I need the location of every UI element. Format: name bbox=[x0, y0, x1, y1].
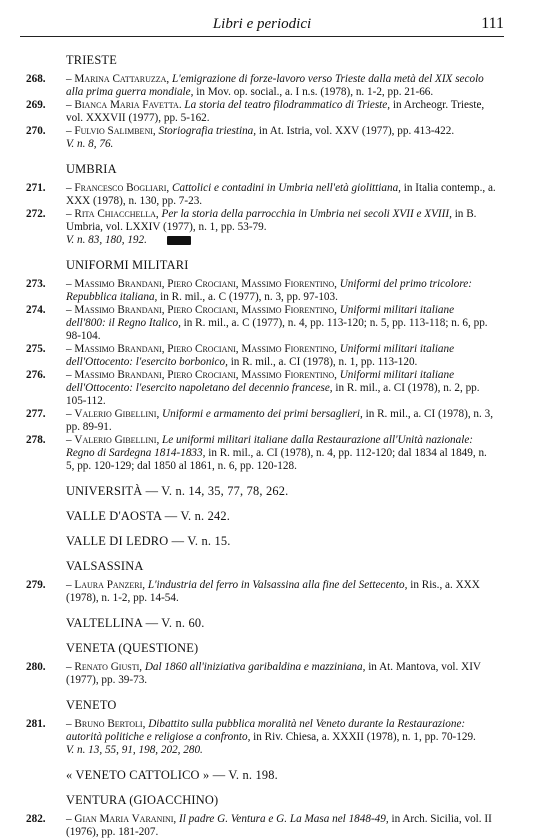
entry-title: Dal 1860 all'iniziativa garibaldina e mazziniana, bbox=[144, 661, 366, 673]
ink-smudge bbox=[167, 236, 191, 245]
entry-title: L'emigrazione di forze-lavoro verso Trieste dalla metà del XIX secolo alla prima guerra mondiale, bbox=[66, 73, 484, 98]
entry-number: 277. bbox=[26, 408, 46, 420]
entry-publication: in R. mil., a. C (1977), n. 3, pp. 97-103. bbox=[160, 291, 338, 303]
entry-number: 268. bbox=[26, 73, 46, 85]
entry-publication: in B. Umbria, vol. LXXIV (1977), n. 1, pp. 53-79. bbox=[66, 208, 477, 233]
bibliography-entry: 271. – Francesco Bogliari, Cattolici e contadini in Umbria nell'età giolittiana, in Italia contemp., a. XXX (1978), n. 130, pp. 7-23. bbox=[26, 182, 496, 207]
entry-author: Bianca Maria Favetta. bbox=[74, 99, 182, 111]
page-number: 111 bbox=[481, 15, 504, 32]
section-heading: « VENETO CATTOLICO » — V. n. 198. bbox=[66, 768, 278, 782]
section-heading: VENETO bbox=[66, 698, 117, 712]
bibliography-entry: 272. – Rita Chiacchella, Per la storia della parrocchia in Umbria nei secoli XVII e XVIII, in B. Umbria, vol. LXXIV (1977), n. 1, pp. 53-79. V. n. 83, 180, 192. bbox=[26, 208, 477, 246]
section-heading: UMBRIA bbox=[66, 162, 117, 176]
entry-author: Massimo Brandani, Piero Crociani, Massimo Fiorentino, bbox=[74, 369, 337, 381]
bibliography-entry: 269. – Bianca Maria Favetta. La storia del teatro filodrammatico di Trieste, in Archeogr. Trieste, vol. XXXVII (1977), pp. 5-162. bbox=[26, 99, 485, 124]
bibliography-entry: 278. – Valerio Gibellini, Le uniformi militari italiane dalla Restaurazione all'Unità nazionale: Regno di Sardegna 1814-1833, in R. mil., a. CI (1978), n. 4, pp. 112-120; dal 1834 al 1849, n. 5, pp. 120-129; dal 1850 al 1861, n. 6, pp. 120-128. bbox=[26, 434, 487, 472]
bibliography-entry: 277. – Valerio Gibellini, Uniformi e armamento dei primi bersaglieri, in R. mil., a. CI (1978), n. 3, pp. 89-91. bbox=[26, 408, 493, 433]
bibliography-entry: 276. – Massimo Brandani, Piero Crociani, Massimo Fiorentino, Uniformi militari italiane dell'Ottocento: l'esercito napoletano del decennio francese, in R. mil., a. CI (1978), n. 2, pp. 105-112. bbox=[26, 369, 480, 407]
entry-title: L'industria del ferro in Valsassina alla fine del Settecento, bbox=[147, 579, 408, 591]
bibliography-entry: 282. – Gian Maria Varanini, Il padre G. Ventura e G. La Masa nel 1848-49, in Arch. Sicilia, vol. II (1976), pp. 181-207. bbox=[26, 813, 492, 838]
entry-number: 269. bbox=[26, 99, 46, 111]
entry-author: Bruno Bertoli, bbox=[74, 718, 146, 730]
entry-number: 270. bbox=[26, 125, 46, 137]
entry-publication: in R. mil., a. CI (1978), n. 1, pp. 113-120. bbox=[230, 356, 418, 368]
bibliography-entry: 268. – Marina Cattaruzza, L'emigrazione di forze-lavoro verso Trieste dalla metà del XIX secolo alla prima guerra mondiale, in Mov. op. social., a. I n.s. (1978), n. 1-2, pp. 21-66. bbox=[26, 73, 484, 98]
entry-title: Il padre G. Ventura e G. La Masa nel 1848-49, bbox=[179, 813, 389, 825]
entry-number: 274. bbox=[26, 304, 46, 316]
entry-title: Le uniformi militari italiane dalla Restaurazione all'Unità nazionale: Regno di Sardegna 1814-1833, bbox=[66, 434, 474, 459]
bibliography-entry: 280. – Renato Giusti, Dal 1860 all'iniziativa garibaldina e mazziniana, in At. Mantova, vol. XIV (1977), pp. 39-73. bbox=[26, 661, 481, 686]
header-title: Libri e periodici bbox=[212, 16, 312, 32]
see-also-reference: V. n. 13, 55, 91, 198, 202, 280. bbox=[66, 744, 203, 756]
entry-number: 280. bbox=[26, 661, 46, 673]
section-heading: VALLE DI LEDRO — V. n. 15. bbox=[66, 534, 231, 548]
entry-publication: in Archeogr. Trieste, vol. XXXVII (1977), pp. 5-162. bbox=[66, 99, 485, 124]
section-heading: VALTELLINA — V. n. 60. bbox=[66, 616, 205, 630]
bibliography-entry: 270. – Fulvio Salimbeni, Storiografia triestina, in At. Istria, vol. XXV (1977), pp. 413-422. V. n. 8, 76. bbox=[26, 125, 496, 151]
bibliography-entry: 281. – Bruno Bertoli, Dibattito sulla pubblica moralità nel Veneto durante la Restaurazione: autorità politiche e religiose a confronto, in Riv. Chiesa, a. XXXII (1978), n. 1, pp. 70-129. V. n. 13, 55, 91, 198, 202, 280. bbox=[26, 718, 496, 757]
entry-publication: in R. mil., a. CI (1978), n. 4, pp. 112-120; dal 1834 al 1849, n. 5, pp. 120-129; dal 1850 al 1861, n. 6, pp. 120-128. bbox=[66, 447, 487, 472]
entry-number: 272. bbox=[26, 208, 46, 220]
entry-publication: in Arch. Sicilia, vol. II (1976), pp. 181-207. bbox=[66, 813, 492, 838]
entry-author: Rita Chiacchella, bbox=[74, 208, 159, 220]
entry-number: 282. bbox=[26, 813, 46, 825]
entry-publication: in R. mil., a. CI (1978), n. 3, pp. 89-91. bbox=[66, 408, 493, 433]
section-heading: UNIVERSITÀ — V. n. 14, 35, 77, 78, 262. bbox=[66, 484, 289, 498]
entry-publication: in R. mil., a. CI (1978), n. 2, pp. 105-112. bbox=[66, 382, 480, 407]
entry-author: Francesco Bogliari, bbox=[74, 182, 170, 194]
entry-title: Uniformi militari italiane dell'Ottocento: l'esercito borbonico, bbox=[66, 343, 455, 368]
entry-publication: in At. Istria, vol. XXV (1977), pp. 413-422. bbox=[258, 125, 455, 137]
section-heading: VENTURA (GIOACCHINO) bbox=[66, 793, 219, 807]
entry-title: La storia del teatro filodrammatico di Trieste, bbox=[184, 99, 391, 111]
section-heading: VALLE D'AOSTA — V. n. 242. bbox=[66, 509, 231, 523]
entry-title: Per la storia della parrocchia in Umbria nei secoli XVII e XVIII, bbox=[161, 208, 452, 220]
see-also-reference: V. n. 8, 76. bbox=[66, 138, 114, 150]
entry-author: Valerio Gibellini, bbox=[74, 434, 160, 446]
entry-title: Cattolici e contadini in Umbria nell'età giolittiana, bbox=[172, 182, 401, 194]
see-also-reference: V. n. 83, 180, 192. bbox=[66, 234, 147, 246]
entry-title: Storiografia triestina, bbox=[158, 125, 257, 137]
entry-number: 281. bbox=[26, 718, 46, 730]
entry-author: Massimo Brandani, Piero Crociani, Massimo Fiorentino, bbox=[74, 343, 337, 355]
entry-number: 279. bbox=[26, 579, 46, 591]
entry-author: Gian Maria Varanini, bbox=[74, 813, 177, 825]
bibliography-body bbox=[26, 54, 496, 839]
entry-publication: in Mov. op. social., a. I n.s. (1978), n. 1-2, pp. 21-66. bbox=[196, 86, 434, 98]
section-heading: TRIESTE bbox=[66, 53, 117, 67]
section-heading: VENETA (QUESTIONE) bbox=[66, 641, 199, 655]
entry-title: Uniformi del primo tricolore: Repubblica italiana, bbox=[66, 278, 472, 303]
entry-publication: in Ris., a. XXX (1978), n. 1-2, pp. 14-54. bbox=[66, 579, 480, 604]
entry-publication: in Riv. Chiesa, a. XXXII (1978), n. 1, pp. 70-129. bbox=[253, 731, 476, 743]
entry-author: Marina Cattaruzza, bbox=[74, 73, 170, 85]
bibliography-entry: 274. – Massimo Brandani, Piero Crociani, Massimo Fiorentino, Uniformi militari italiane dell'800: il Regno Italico, in R. mil., a. C (1977), n. 4, pp. 113-120; n. 5, pp. 113-118; n. 6, pp. 98-104. bbox=[26, 304, 488, 342]
running-header bbox=[20, 14, 504, 37]
bibliography-entry: 273. – Massimo Brandani, Piero Crociani, Massimo Fiorentino, Uniformi del primo tricolore: Repubblica italiana, in R. mil., a. C (1977), n. 3, pp. 97-103. bbox=[26, 278, 472, 303]
entry-author: Fulvio Salimbeni, bbox=[74, 125, 156, 137]
entry-title: Dibattito sulla pubblica moralità nel Veneto durante la Restaurazione: autorità politiche e religiose a confronto, bbox=[66, 718, 466, 743]
entry-publication: in R. mil., a. C (1977), n. 4, pp. 113-120; n. 5, pp. 113-118; n. 6, pp. 98-104. bbox=[66, 317, 488, 342]
entry-author: Laura Panzeri, bbox=[74, 579, 146, 591]
entry-author: Valerio Gibellini, bbox=[74, 408, 160, 420]
entry-author: Massimo Brandani, Piero Crociani, Massimo Fiorentino, bbox=[74, 304, 337, 316]
section-heading: UNIFORMI MILITARI bbox=[66, 258, 189, 272]
entry-publication: in At. Mantova, vol. XIV (1977), pp. 39-73. bbox=[66, 661, 481, 686]
entry-number: 275. bbox=[26, 343, 46, 355]
entry-title: Uniformi militari italiane dell'800: il Regno Italico, bbox=[66, 304, 455, 329]
entry-number: 273. bbox=[26, 278, 46, 290]
entry-number: 276. bbox=[26, 369, 46, 381]
bibliography-entry: 279. – Laura Panzeri, L'industria del ferro in Valsassina alla fine del Settecento, in Ris., a. XXX (1978), n. 1-2, pp. 14-54. bbox=[26, 579, 480, 604]
entry-publication: in Italia contemp., a. XXX (1978), n. 130, pp. 7-23. bbox=[66, 182, 496, 207]
entry-number: 271. bbox=[26, 182, 46, 194]
entry-author: Massimo Brandani, Piero Crociani, Massimo Fiorentino, bbox=[74, 278, 337, 290]
entry-title: Uniformi e armamento dei primi bersaglieri, bbox=[162, 408, 363, 420]
entry-number: 278. bbox=[26, 434, 46, 446]
section-heading: VALSASSINA bbox=[66, 559, 144, 573]
entry-author: Renato Giusti, bbox=[74, 661, 143, 673]
entry-title: Uniformi militari italiane dell'Ottocento: l'esercito napoletano del decennio francese, bbox=[66, 369, 455, 394]
bibliography-entry: 275. – Massimo Brandani, Piero Crociani, Massimo Fiorentino, Uniformi militari italiane dell'Ottocento: l'esercito borbonico, in R. mil., a. CI (1978), n. 1, pp. 113-120. bbox=[26, 343, 455, 368]
